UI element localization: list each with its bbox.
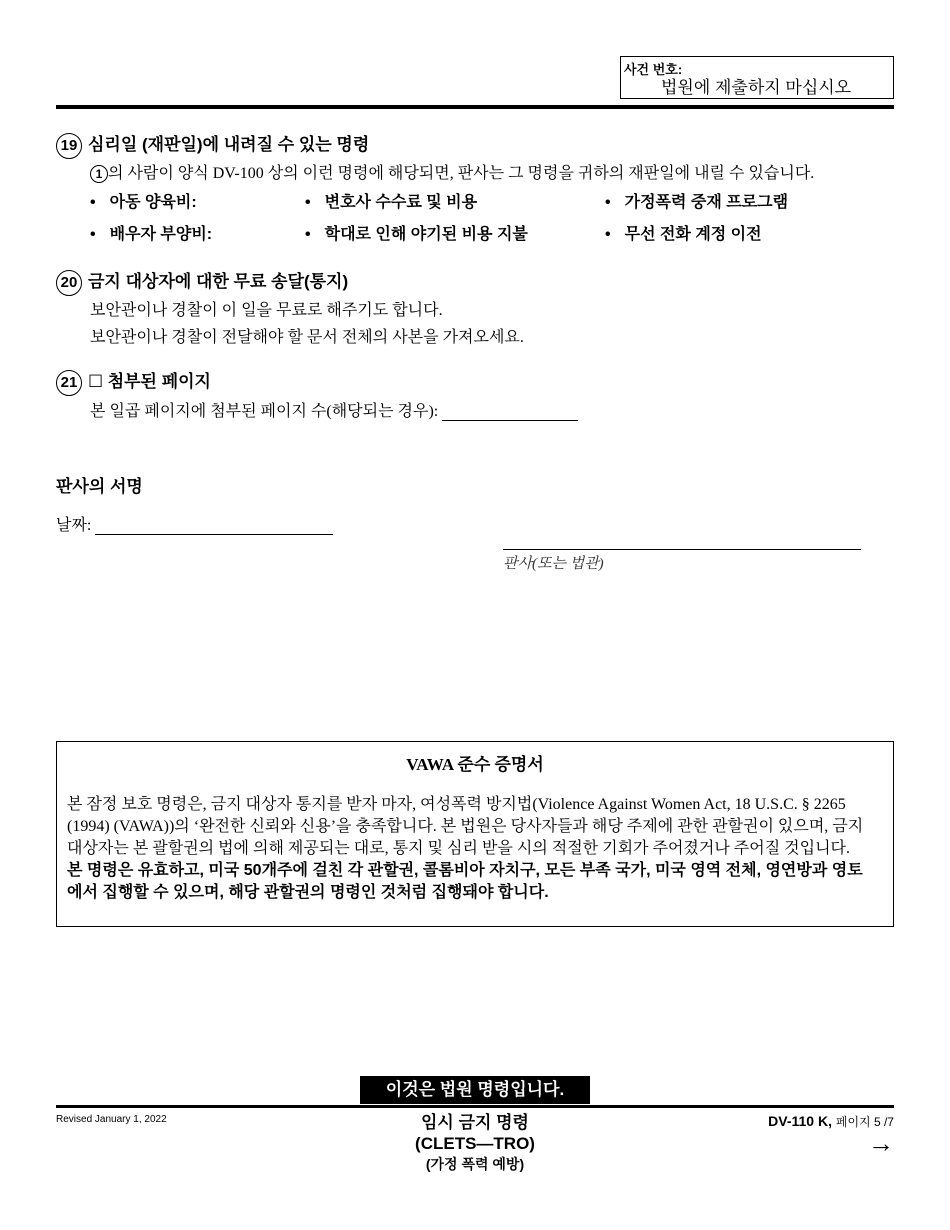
section-text: 본 일곱 페이지에 첨부된 페이지 수(해당되는 경우):	[90, 403, 439, 420]
section-text: 의 사람이 양식 DV-100 상의 이런 명령에 해당되면, 판사는 그 명령을 귀하의 재판일에 내릴 수 있습니다.	[108, 165, 815, 182]
vawa-body: 본 잠정 보호 명령은, 금지 대상자 통지를 받자 마자, 여성폭력 방지법(Violence Against Women Act, 18 U.S.C. § 2265 (1994) (VAWA))의 ‘완전한 신뢰와 신용’을 충족합니다. 본 법원은 당사자들과 해당 주제에 관한 관할권이 있으며, 금지 대상자는 본 괄할권의 법에 의해 제공되는 대로, 통지 및 심리 받을 시의 적절한 기회가 주어졌거나 주어질 것입니다.	[67, 796, 864, 857]
date-label: 날짜:	[56, 517, 92, 534]
attached-pages-checkbox[interactable]: ☐	[88, 372, 104, 391]
list-item: • 변호사 수수료 및 비용	[305, 189, 477, 212]
list-item: • 가정폭력 중재 프로그램	[605, 189, 788, 212]
vawa-title: VAWA 준수 증명서	[406, 755, 544, 774]
date-row	[56, 512, 333, 535]
footer-rule	[56, 1105, 894, 1108]
header-rule	[56, 105, 894, 109]
section-text: 보안관이나 경찰이 이 일을 무료로 해주기도 합니다.	[90, 302, 443, 319]
section-title: 첨부된 페이지	[107, 372, 211, 391]
section-text: 보안관이나 경찰이 전달해야 할 문서 전체의 사본을 가져오세요.	[90, 329, 524, 346]
section-19-text	[90, 160, 814, 183]
signature-heading: 판사의 서명	[56, 477, 143, 496]
item-ref: 1	[90, 165, 108, 183]
list-item: • 아동 양육비:	[90, 189, 197, 212]
attached-pages-field[interactable]	[442, 404, 578, 421]
case-number-label: 사건 번호:	[624, 62, 683, 77]
judge-label: 판사(또는 법관)	[503, 556, 604, 572]
section-number: 19	[56, 133, 82, 159]
list-item: • 배우자 부양비:	[90, 221, 212, 244]
section-number: 21	[56, 370, 82, 396]
form-number: DV-110 K,	[768, 1113, 832, 1129]
case-number-value: 법원에 제출하지 마십시오	[661, 78, 852, 97]
form-title-line: (CLETS—TRO)	[415, 1134, 535, 1153]
list-item: • 무선 전화 계정 이전	[605, 221, 762, 244]
court-order-banner: 이것은 법원 명령입니다.	[360, 1076, 590, 1104]
revised-date: Revised January 1, 2022	[56, 1114, 167, 1125]
form-title-line: (가정 폭력 예방)	[425, 1156, 525, 1172]
list-item: • 학대로 인해 야기된 비용 지불	[305, 221, 528, 244]
next-page-arrow-icon: →	[868, 1128, 894, 1158]
section-title: 심리일 (재판일)에 내려질 수 있는 명령	[88, 135, 370, 154]
case-number-box	[620, 56, 894, 99]
vawa-text	[67, 794, 867, 904]
vawa-bold: 본 명령은 유효하고, 미국 50개주에 걸친 각 관할권, 콜롬비아 자치구, 모든 부족 국가, 미국 영역 전체, 영연방과 영토에서 집행할 수 있으며, 해당 관할권의 명령인 것처럼 집행돼야 합니다.	[67, 862, 863, 901]
vawa-certificate-box	[56, 741, 894, 927]
section-number: 20	[56, 270, 82, 296]
form-title	[325, 1112, 625, 1175]
section-20-heading	[56, 267, 348, 296]
page-number: 페이지 5 /7	[835, 1115, 894, 1129]
section-21-text	[90, 398, 578, 421]
form-title-line: 임시 금지 명령	[421, 1113, 529, 1132]
section-19-heading	[56, 130, 369, 159]
date-field[interactable]	[95, 516, 333, 535]
section-21-heading	[56, 367, 211, 396]
judge-signature-line[interactable]	[503, 549, 861, 550]
section-title: 금지 대상자에 대한 무료 송달(통지)	[88, 272, 349, 291]
